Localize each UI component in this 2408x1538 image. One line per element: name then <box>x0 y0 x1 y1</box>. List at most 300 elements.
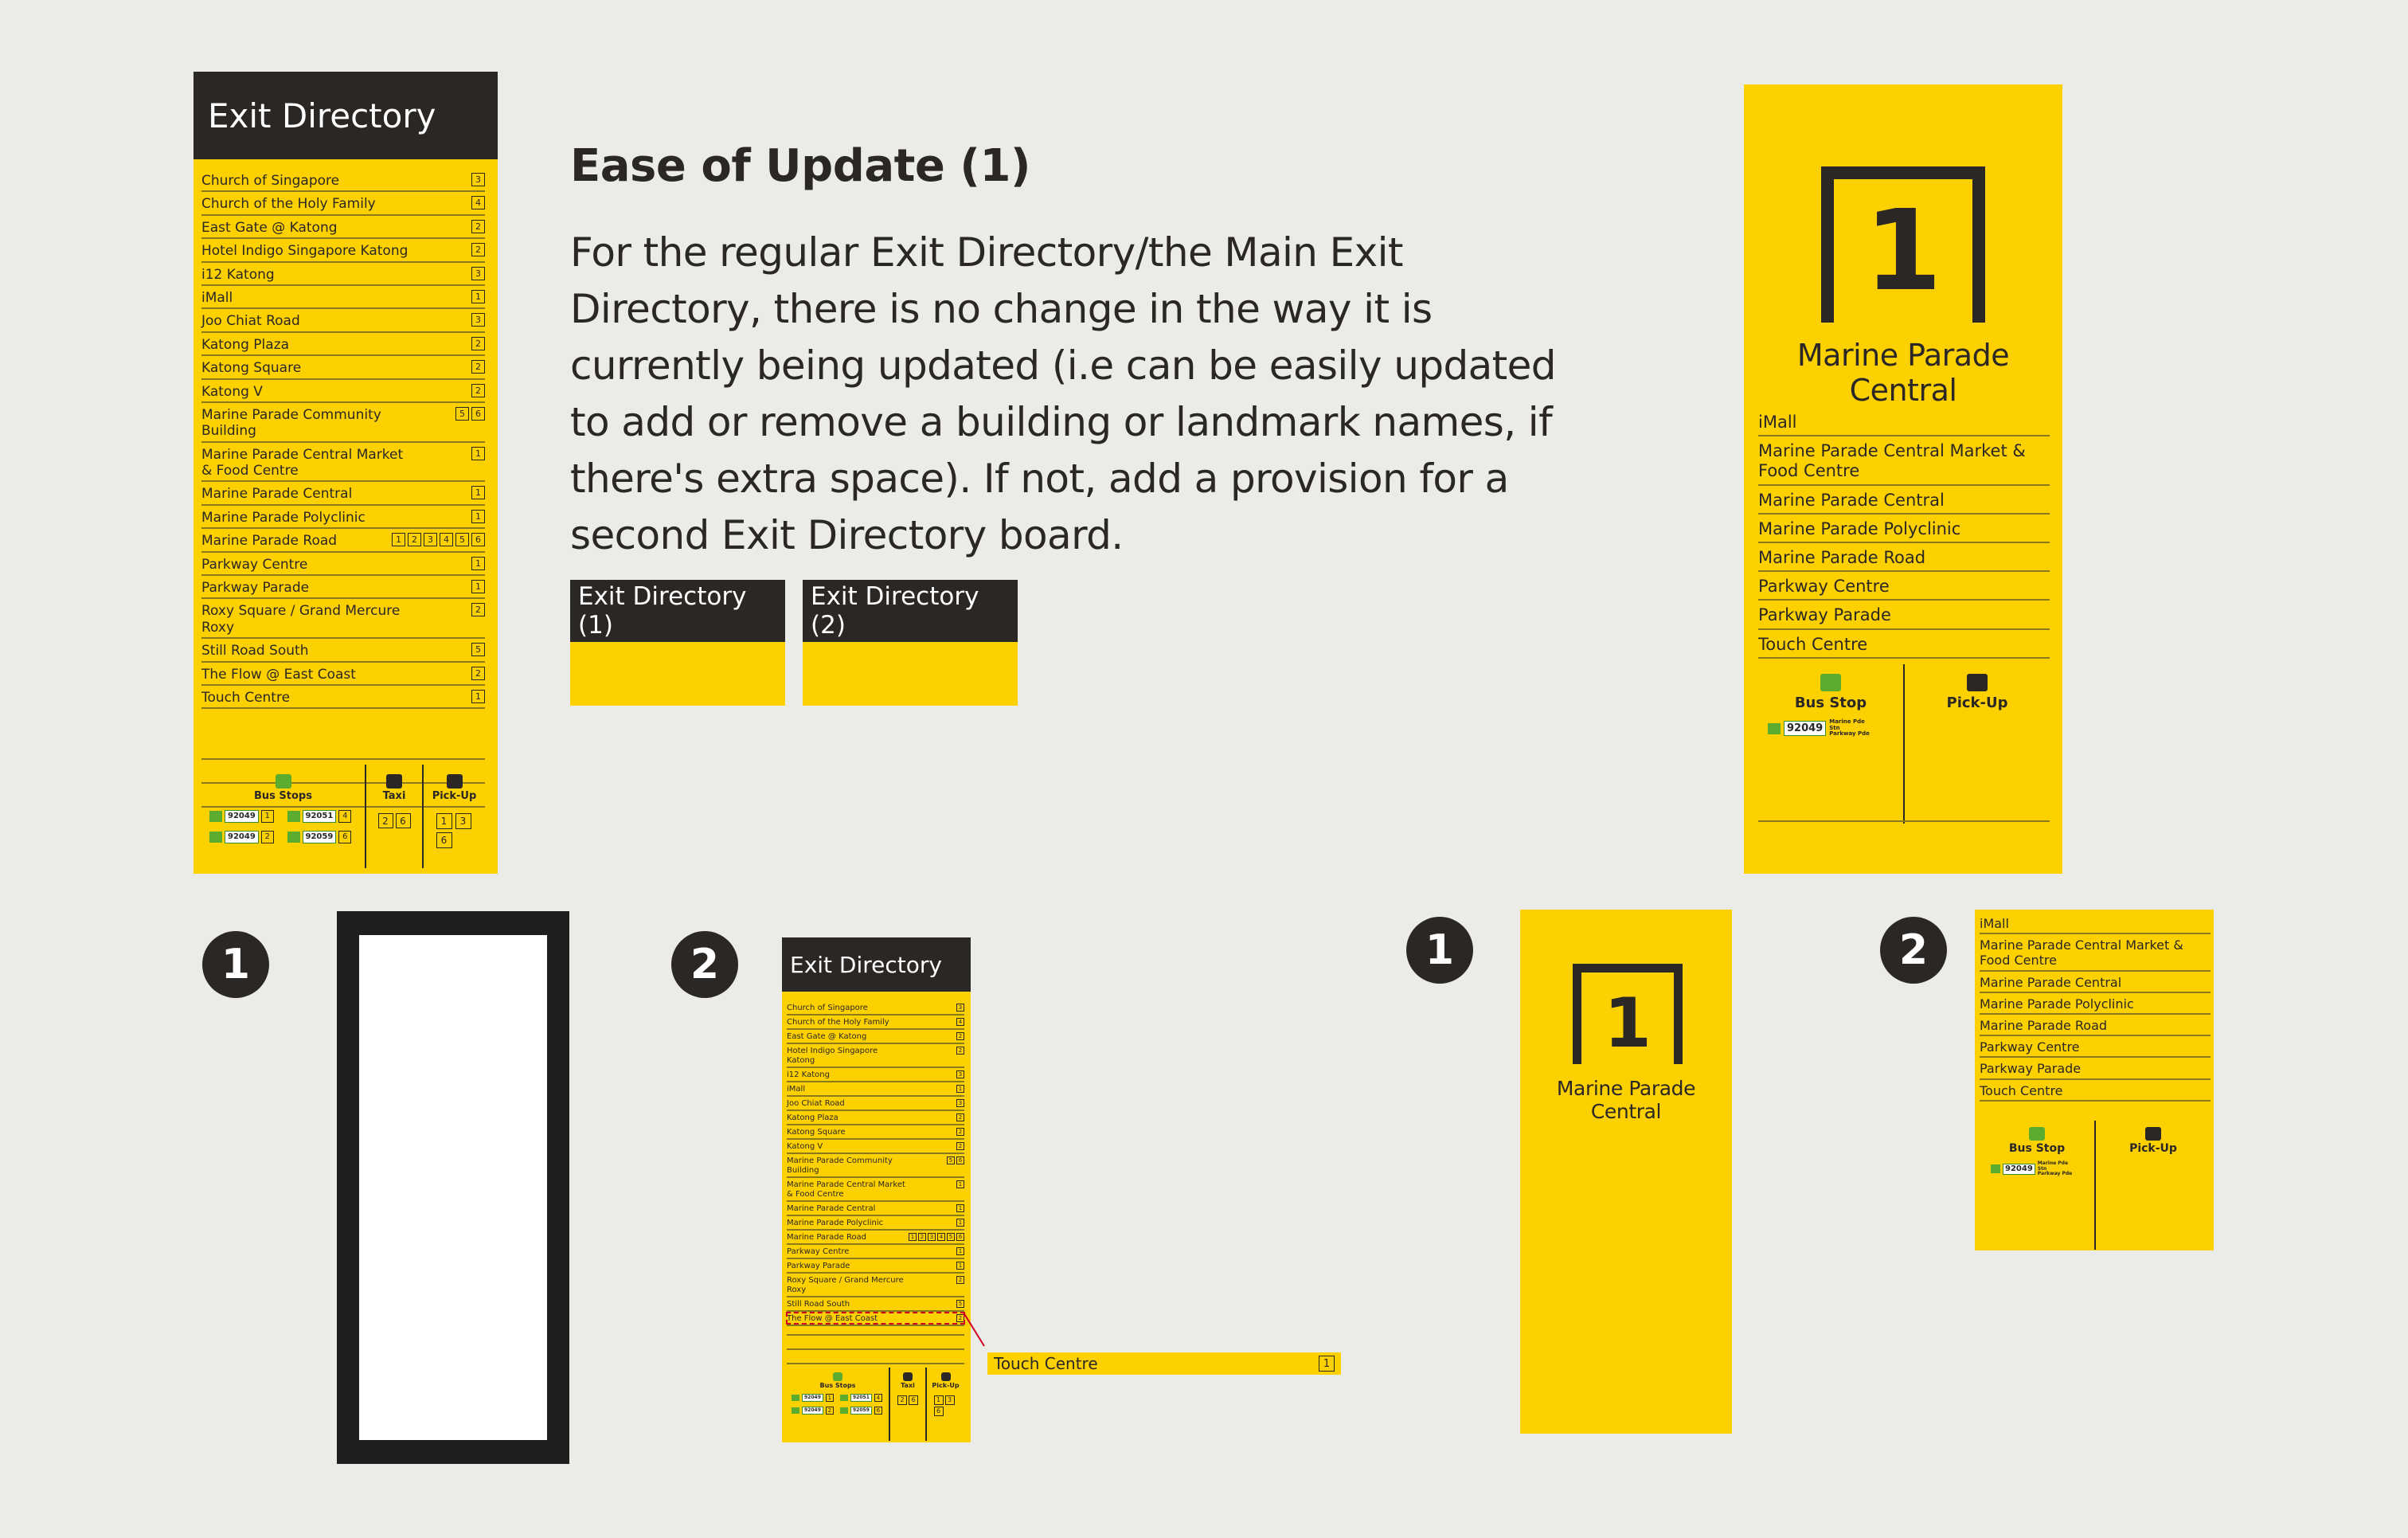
exit-pickup-column <box>1903 664 2050 824</box>
exit-number-box: 1 <box>471 486 485 499</box>
directory-row <box>787 1140 964 1154</box>
directory-row-exits <box>471 290 485 303</box>
directory-row-exits <box>956 1180 964 1188</box>
directory-row-exits <box>909 1233 964 1241</box>
exit-number-box: 1 <box>471 690 485 703</box>
directory-row-exits <box>455 407 485 421</box>
directory-row <box>201 686 485 709</box>
exit-number-box: 2 <box>471 603 485 616</box>
directory-row <box>201 192 485 215</box>
directory-row <box>201 599 485 639</box>
directory-row <box>201 263 485 286</box>
directory-row-name: iMall <box>1758 413 1797 432</box>
exit-number-box: 2 <box>471 360 485 374</box>
directory-row-name: Hotel Indigo Singapore Katong <box>787 1047 878 1065</box>
bus-stop-code: 92049 <box>802 1407 823 1415</box>
directory-row-exits <box>956 1276 964 1284</box>
bus-stops-label: Bus Stops <box>254 790 312 802</box>
directory-row-name: Joo Chiat Road <box>787 1099 845 1108</box>
directory-row-exits <box>471 580 485 593</box>
station-name-small: Marine Parade Central <box>1556 1077 1696 1123</box>
directory-row <box>201 286 485 309</box>
list-pickup-label: Pick-Up <box>2129 1142 2177 1155</box>
exit-number-box: 3 <box>471 173 485 186</box>
directory-row-exits <box>471 337 485 350</box>
directory-row-name: The Flow @ East Coast <box>787 1314 878 1323</box>
small-pickup-column <box>925 1368 964 1441</box>
exit-number-box: 4 <box>956 1018 964 1026</box>
directory-row-exits <box>956 1262 964 1270</box>
exit-number-box: 3 <box>471 267 485 280</box>
exit-number-box: 3 <box>424 533 437 546</box>
exit-board-bottom-line <box>1758 820 2050 822</box>
directory-row <box>787 1202 964 1216</box>
directory-row <box>1980 1058 2211 1079</box>
directory-row <box>787 1111 964 1125</box>
directory-row-name: Parkway Parade <box>787 1262 850 1270</box>
exit-number-box: 6 <box>396 813 411 828</box>
directory-row-name: Parkway Parade <box>201 580 310 597</box>
directory-row <box>201 356 485 379</box>
directory-row-name: iMall <box>1980 916 2009 931</box>
directory-row <box>201 380 485 403</box>
directory-row-name: iMall <box>201 289 233 306</box>
new-entry-strip <box>987 1352 1341 1375</box>
list-bus-column <box>1980 1121 2094 1250</box>
small-board-header <box>782 937 971 992</box>
directory-row-exits <box>956 1032 964 1040</box>
body-paragraph: For the regular Exit Directory/the Main Exit Directory, there is no change in the way it is currently being updated (i.e can be easily updated to add or remove a building or landmark names, if there's extra space). If not, add a provision for a second Exit Directory board. <box>570 229 1556 558</box>
pickup-exits <box>436 813 473 848</box>
exit-number-box: 1 <box>436 813 452 829</box>
directory-row <box>201 333 485 356</box>
new-entry-exit: 1 <box>1319 1356 1335 1372</box>
small-pickup-label: Pick-Up <box>932 1382 960 1389</box>
directory-row <box>787 1125 964 1140</box>
directory-row <box>1758 486 2050 515</box>
main-board-title: Exit Directory <box>208 96 436 135</box>
exit-number-box: 6 <box>436 832 452 848</box>
directory-row-exits <box>956 1113 964 1121</box>
bus-stop-code: 92051 <box>303 810 337 823</box>
exit-number-box: 3 <box>956 1099 964 1107</box>
bus-stop-icon <box>840 1395 848 1401</box>
directory-row <box>201 663 485 686</box>
directory-row <box>787 1245 964 1259</box>
exit-number-box: 1 <box>392 533 405 546</box>
directory-row <box>787 1231 964 1245</box>
exit-board-rows <box>1744 408 2062 659</box>
small-taxi-exits <box>890 1395 925 1405</box>
directory-row <box>1980 972 2211 993</box>
directory-row-name: Marine Parade Road <box>201 533 338 550</box>
list-pickup-column <box>2094 1121 2211 1250</box>
exit-number-box: 6 <box>874 1407 882 1415</box>
directory-row-name: Still Road South <box>787 1300 850 1309</box>
directory-row-name: Touch Centre <box>201 689 291 706</box>
list-bus-code: 92049 <box>2003 1164 2035 1175</box>
directory-row <box>787 1030 964 1044</box>
directory-row-exits <box>471 360 485 374</box>
exit-number-box: 1 <box>261 810 274 823</box>
directory-row-exits <box>471 384 485 397</box>
small-taxi-label: Taxi <box>901 1382 915 1389</box>
directory-row-name: Marine Parade Road <box>1980 1017 2108 1033</box>
exit-number-box: 1 <box>909 1233 917 1241</box>
exit-number-box: 2 <box>471 667 485 680</box>
bus-stop <box>840 1407 889 1415</box>
directory-row-name: Still Road South <box>201 643 309 659</box>
exit-number-box: 2 <box>918 1233 926 1241</box>
exit-number-box: 2 <box>956 1047 964 1055</box>
exit-number-box: 3 <box>956 1070 964 1078</box>
pickup-car-icon <box>2145 1127 2161 1141</box>
exit-number-box: 4 <box>937 1233 945 1241</box>
directory-row-name: Katong Plaza <box>787 1113 838 1122</box>
exit-bus-stop <box>1758 719 1903 738</box>
bus-stop-icon <box>287 832 300 843</box>
exit-number-box: 2 <box>408 533 421 546</box>
directory-row-exits <box>956 1047 964 1055</box>
directory-row <box>787 1259 964 1274</box>
directory-row <box>787 1068 964 1082</box>
bus-stop-code: 92059 <box>850 1407 872 1415</box>
directory-row <box>201 553 485 576</box>
small-board-transport <box>782 1368 971 1441</box>
small-bus-column <box>787 1368 889 1441</box>
exit-1-header-panel <box>1520 910 1732 1434</box>
directory-row <box>201 443 485 483</box>
directory-row-name: Katong V <box>787 1142 823 1151</box>
bus-stops-column <box>201 765 365 868</box>
small-exit-directory-board <box>782 937 971 1442</box>
directory-row-exits <box>471 603 485 616</box>
directory-row-name: Church of Singapore <box>787 1004 868 1012</box>
exit-number-box: 1 <box>956 1247 964 1255</box>
taxi-icon <box>903 1372 913 1381</box>
exit-number-box: 5 <box>947 1233 955 1241</box>
exit-number-box: 3 <box>945 1395 955 1405</box>
bus-stop-icon <box>792 1407 799 1414</box>
exit-number-box: 1 <box>471 290 485 303</box>
small-pickup-exits <box>934 1395 958 1416</box>
directory-row <box>787 1274 964 1297</box>
directory-row-name: Church of the Holy Family <box>787 1018 889 1027</box>
directory-row-name: Marine Parade Central Market & Food Centre <box>1980 937 2183 969</box>
directory-row-name: Marine Parade Central Market & Food Centre <box>201 446 404 479</box>
directory-row <box>787 1044 964 1068</box>
directory-row-name: East Gate @ Katong <box>787 1032 867 1041</box>
small-board-rows <box>782 1001 971 1326</box>
directory-row-exits <box>471 510 485 523</box>
directory-row-name: Parkway Centre <box>1758 577 1890 597</box>
directory-row-name: Marine Parade Road <box>1758 547 1926 567</box>
exit-number-box: 4 <box>874 1394 882 1402</box>
exit-number-box: 3 <box>471 313 485 327</box>
pickup-column <box>422 765 485 868</box>
directory-row-name: Marine Parade Central <box>787 1204 876 1213</box>
tab-1-label: Exit Directory (1) <box>578 582 747 640</box>
small-taxi-column <box>889 1368 925 1441</box>
new-entry-name: Touch Centre <box>994 1354 1098 1373</box>
exit-number-box: 6 <box>956 1233 964 1241</box>
pickup-car-icon <box>447 774 463 789</box>
list-panel-transport <box>1975 1121 2214 1250</box>
exit-bus-sub: Marine Pde Stn Parkway Pde <box>1829 718 1870 738</box>
tab-1-header <box>570 580 785 642</box>
directory-row <box>201 576 485 599</box>
directory-row-exits <box>471 196 485 209</box>
exit-number-box: 2 <box>826 1407 834 1415</box>
directory-row-name: Church of the Holy Family <box>201 196 376 213</box>
exit-number-box: 5 <box>471 643 485 656</box>
directory-row-exits <box>471 220 485 233</box>
directory-row <box>201 169 485 192</box>
bus-stop-list <box>201 810 365 843</box>
exit-number-box: 4 <box>440 533 453 546</box>
exit-number-box: 1 <box>956 1204 964 1212</box>
exit-number-box: 6 <box>471 407 485 421</box>
directory-row-name: Marine Parade Community Building <box>787 1156 893 1175</box>
exit-number-box: 1 <box>471 510 485 523</box>
directory-row-exits <box>471 690 485 703</box>
exit-number-box: 1 <box>471 580 485 593</box>
exit-number-box: 5 <box>956 1300 964 1308</box>
directory-row <box>1980 993 2211 1015</box>
bus-stop-code: 92059 <box>303 831 337 843</box>
bus-stop-icon <box>287 811 300 822</box>
directory-row-exits <box>471 643 485 656</box>
bus-stop-code: 92051 <box>850 1394 872 1402</box>
bus-stop-code: 92049 <box>802 1394 823 1402</box>
directory-row <box>201 639 485 662</box>
directory-row-exits <box>471 173 485 186</box>
directory-row-name: i12 Katong <box>201 266 275 283</box>
exit-number-box: 5 <box>947 1156 955 1164</box>
main-board-rows <box>194 169 498 709</box>
page-title: Ease of Update (1) <box>570 140 1031 192</box>
station-name: Marine Parade Central <box>1796 338 2010 408</box>
exit-number-box: 4 <box>471 196 485 209</box>
exit-number-box: 3 <box>928 1233 936 1241</box>
small-bus-stop-list <box>787 1394 889 1415</box>
taxi-label: Taxi <box>382 790 406 802</box>
bus-stop <box>287 810 366 823</box>
exit-number-box: 6 <box>909 1395 918 1405</box>
directory-row-name: Touch Centre <box>1758 634 1868 654</box>
directory-row <box>201 216 485 239</box>
directory-row <box>201 239 485 262</box>
directory-row <box>201 482 485 505</box>
directory-row-name: Marine Parade Polyclinic <box>201 509 366 526</box>
directory-row-name: iMall <box>787 1085 806 1094</box>
step-1-badge-right: 1 <box>1406 917 1473 984</box>
exit-number-box: 6 <box>338 831 351 843</box>
directory-row-name: Katong Square <box>201 360 302 377</box>
bus-stop-icon <box>1991 1164 2000 1173</box>
exit-number-box: 1 <box>471 447 485 460</box>
directory-row <box>1980 934 2211 971</box>
exit-number-box: 2 <box>956 1276 964 1284</box>
new-entry-slot <box>786 1312 965 1325</box>
bus-stop <box>792 1394 840 1402</box>
bus-stop <box>792 1407 840 1415</box>
bus-stop-icon <box>840 1407 848 1414</box>
bus-icon <box>1820 674 1841 691</box>
directory-row-exits <box>956 1070 964 1078</box>
exit-number-box: 1 <box>471 557 485 570</box>
callout-line <box>956 1306 1019 1354</box>
tab-2-header <box>803 580 1018 642</box>
exit-number-box: 2 <box>378 813 393 828</box>
exit-number-small: 1 <box>1604 984 1652 1063</box>
directory-row-name: Marine Parade Central Market & Food Centre <box>787 1180 905 1199</box>
directory-row-name: i12 Katong <box>787 1070 830 1079</box>
exit-number-box: 1 <box>956 1219 964 1227</box>
exit-number-box: 6 <box>956 1156 964 1164</box>
directory-row-name: Marine Parade Road <box>787 1233 867 1242</box>
exit-number-box: 2 <box>956 1113 964 1121</box>
pickup-label: Pick-Up <box>432 790 477 802</box>
step-1-badge-left: 1 <box>202 931 269 998</box>
directory-row-exits <box>471 486 485 499</box>
exit-board-transport <box>1744 664 2062 824</box>
directory-row <box>787 1082 964 1097</box>
exit-number-box: 6 <box>471 533 485 546</box>
main-board-header <box>194 72 498 159</box>
bus-stop <box>840 1394 889 1402</box>
directory-row-exits <box>471 243 485 256</box>
exit-number-box: 2 <box>471 243 485 256</box>
directory-row <box>1758 436 2050 485</box>
directory-row-name: Touch Centre <box>1980 1082 2063 1098</box>
exit-number-box: 2 <box>897 1395 907 1405</box>
exit-number-box: 1 <box>934 1395 944 1405</box>
directory-row <box>1980 1080 2211 1102</box>
directory-row-name: East Gate @ Katong <box>201 219 338 236</box>
directory-row-exits <box>956 1247 964 1255</box>
directory-row <box>787 1178 964 1202</box>
directory-row <box>1980 1015 2211 1036</box>
small-bus-label: Bus Stops <box>819 1382 856 1389</box>
directory-row <box>201 403 485 443</box>
exit-number-box: 1 <box>826 1394 834 1402</box>
main-exit-directory-board <box>194 72 498 874</box>
directory-row-name: Marine Parade Polyclinic <box>787 1219 884 1227</box>
exit-number-box: 5 <box>455 533 469 546</box>
bus-stop-code: 92049 <box>225 831 259 843</box>
exit-number-box: 2 <box>956 1128 964 1136</box>
directory-row-exits <box>956 1085 964 1093</box>
list-panel-rows <box>1975 913 2214 1102</box>
directory-row-exits <box>956 1128 964 1136</box>
directory-row-name: Marine Parade Polyclinic <box>1980 996 2134 1012</box>
exit-number-box: 1 <box>956 1262 964 1270</box>
directory-row-exits <box>956 1099 964 1107</box>
tab-exit-directory-1 <box>570 580 785 706</box>
directory-row-exits <box>471 447 485 460</box>
directory-row <box>1758 408 2050 436</box>
exit-number-box: 2 <box>471 220 485 233</box>
directory-row <box>201 309 485 332</box>
directory-row-exits <box>956 1018 964 1026</box>
directory-row-name: Roxy Square / Grand Mercure Roxy <box>201 603 401 636</box>
exit-number-box: 1 <box>956 1180 964 1188</box>
list-bus-stop <box>1980 1161 2094 1177</box>
pickup-car-icon <box>941 1372 951 1381</box>
directory-row-exits <box>947 1156 964 1164</box>
exit-bus-code: 92049 <box>1784 721 1826 736</box>
exit-number-box: 6 <box>934 1407 944 1416</box>
bus-stop <box>287 831 366 843</box>
small-board-title: Exit Directory <box>790 951 942 978</box>
directory-row <box>787 1097 964 1111</box>
bus-stop-icon <box>209 811 222 822</box>
empty-board-panel <box>359 935 547 1440</box>
taxi-exits <box>366 813 422 828</box>
exit-1-board <box>1744 84 2062 874</box>
bus-stop-icon <box>792 1395 799 1401</box>
exit-1-list-panel <box>1975 910 2214 1250</box>
directory-row-name: Parkway Parade <box>1758 605 1891 625</box>
exit-bus-column <box>1758 664 1903 824</box>
directory-row-name: Marine Parade Central Market & Food Centre <box>1758 441 2026 481</box>
step-2-badge-right: 2 <box>1880 917 1947 984</box>
pickup-car-icon <box>1967 674 1988 691</box>
exit-number-box: 2 <box>261 831 274 843</box>
directory-row <box>201 506 485 529</box>
exit-pickup-label: Pick-Up <box>1946 695 2008 711</box>
tab-2-label: Exit Directory (2) <box>811 582 979 640</box>
directory-row-exits <box>956 1204 964 1212</box>
directory-row <box>787 1154 964 1178</box>
directory-row-name: Katong Square <box>787 1128 846 1137</box>
bus-icon <box>2029 1127 2045 1141</box>
directory-row <box>1758 515 2050 543</box>
tab-exit-directory-2 <box>803 580 1018 706</box>
bus-stop-icon <box>1768 723 1781 734</box>
directory-row-name: Parkway Parade <box>1980 1061 2082 1077</box>
exit-number-box: 2 <box>471 337 485 350</box>
directory-row <box>1758 601 2050 629</box>
exit-number-box: 4 <box>338 810 351 823</box>
taxi-column <box>365 765 422 868</box>
list-bus-label: Bus Stop <box>2008 1142 2066 1155</box>
directory-row <box>1758 630 2050 659</box>
exit-number-box: 5 <box>455 407 469 421</box>
directory-row-exits <box>471 313 485 327</box>
directory-row-name: Roxy Square / Grand Mercure Roxy <box>787 1276 904 1294</box>
list-bus-sub: Marine Pde Stn Parkway Pde <box>2037 1160 2073 1177</box>
bus-stop <box>209 810 287 823</box>
empty-board-frame <box>337 911 569 1464</box>
directory-row <box>201 529 485 552</box>
exit-number-box: 2 <box>471 384 485 397</box>
directory-row-exits <box>956 1219 964 1227</box>
directory-row-name: Marine Parade Community Building <box>201 406 381 440</box>
directory-row-name: Church of Singapore <box>201 173 340 189</box>
directory-row-name: Hotel Indigo Singapore Katong <box>201 243 408 260</box>
directory-row-name: Parkway Centre <box>201 556 308 573</box>
exit-number-box: 2 <box>956 1142 964 1150</box>
bus-stop <box>209 831 287 843</box>
exit-number: 1 <box>1864 186 1942 316</box>
exit-number-box: 3 <box>455 813 471 829</box>
directory-row-name: The Flow @ East Coast <box>201 666 356 683</box>
directory-row-exits <box>471 557 485 570</box>
directory-row <box>787 1016 964 1030</box>
directory-row-name: Parkway Centre <box>1980 1039 2080 1055</box>
